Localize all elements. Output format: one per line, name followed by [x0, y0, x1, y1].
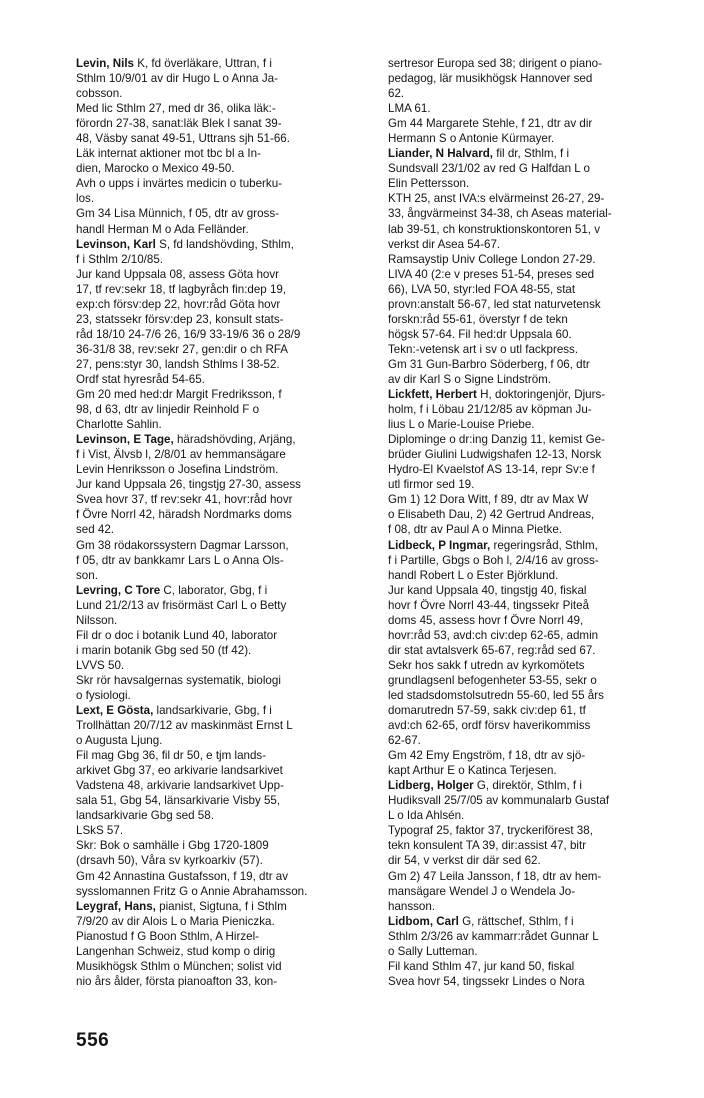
entry-text: Hydro-El Kvaelstof AS 13-14, repr Sv:e f	[388, 463, 595, 477]
text-line	[76, 884, 368, 899]
text-line	[388, 252, 680, 267]
text-line	[388, 522, 680, 537]
text-line	[76, 191, 368, 206]
entry-text: kapt Arthur E o Katinca Terjesen.	[388, 764, 557, 778]
entry-name: Levinson, Karl	[76, 237, 156, 251]
entry-text: fil dr, Sthlm, f i	[493, 147, 570, 161]
entry-text: 62-67.	[388, 734, 421, 748]
entry-text: 33, ångvärmeinst 34-38, ch Aseas material-	[388, 207, 612, 221]
entry-text: lius L o Marie-Louise Priebe.	[388, 418, 535, 432]
entry-text: Ordf stat hyresråd 54-65.	[76, 372, 205, 386]
entry-text: Fil dr o doc i botanik Lund 40, laborator	[76, 628, 278, 642]
entry-text: 98, d 63, dtr av linjedir Reinhold F o	[76, 403, 260, 417]
entry-text: grundlagsenl befogenheter 53-55, sekr o	[388, 673, 597, 687]
entry-name: Lidbom, Carl	[388, 914, 459, 928]
entry-text: f Övre Norrl 42, häradsh Nordmarks doms	[76, 508, 292, 522]
entry-text: doms 45, assess hovr f Övre Norrl 49,	[388, 613, 584, 627]
text-line	[76, 101, 368, 116]
text-line	[76, 342, 368, 357]
text-line	[388, 327, 680, 342]
entry-text: K, fd överläkare, Uttran, f i	[134, 57, 272, 70]
text-line	[388, 101, 680, 116]
text-line	[76, 869, 368, 884]
text-line	[388, 808, 680, 823]
text-line	[388, 222, 680, 237]
entry-text: Läk internat aktioner mot tbc bl a In-	[76, 147, 261, 161]
text-line	[76, 613, 368, 628]
entry-text: Sthlm 2/3/26 av kammarr:rådet Gunnar L	[388, 929, 599, 943]
text-line	[388, 161, 680, 176]
text-line	[76, 974, 368, 989]
text-line	[388, 718, 680, 733]
text-line	[76, 853, 368, 868]
entry-text: Hudiksvall 25/7/05 av kommunalarb Gustaf	[388, 794, 610, 808]
text-line	[76, 297, 368, 312]
text-line	[76, 432, 368, 447]
entry-text: råd 18/10 24-7/6 26, 16/9 33-19/6 36 o 28/9	[76, 327, 301, 341]
text-line	[76, 808, 368, 823]
text-line	[76, 959, 368, 974]
entry-text: led stadsdomstolsutredn 55-60, led 55 års	[388, 688, 604, 702]
entry-text: Pianostud f G Boon Sthlm, A Hirzel-	[76, 929, 260, 943]
entry-text: landsarkivarie Gbg sed 58.	[76, 809, 214, 823]
text-line	[388, 538, 680, 553]
entry-text: o fysiologi.	[76, 688, 131, 702]
text-line	[388, 748, 680, 763]
text-line	[76, 206, 368, 221]
text-line	[388, 658, 680, 673]
entry-text: 48, Väsby sanat 49-51, Uttrans sjh 51-66.	[76, 132, 290, 146]
entry-text: LMA 61.	[388, 102, 431, 116]
entry-text: sala 51, Gbg 54, länsarkivarie Visby 55,	[76, 794, 281, 808]
entry-text: handl Herman M o Ada Felländer.	[76, 222, 249, 236]
entry-text: provn:anstalt 56-67, led stat naturvetensk	[388, 297, 601, 311]
text-line	[76, 718, 368, 733]
text-line	[76, 56, 368, 71]
entry-text: Trollhättan 20/7/12 av maskinmäst Ernst L	[76, 719, 293, 733]
entry-text: 27, pens:styr 30, landsh Sthlms l 38-52.	[76, 357, 280, 371]
text-line	[388, 673, 680, 688]
text-line	[388, 342, 680, 357]
entry-text: C, laborator, Gbg, f i	[160, 583, 268, 597]
text-line	[76, 568, 368, 583]
entry-text: Gm 1) 12 Dora Witt, f 89, dtr av Max W	[388, 493, 589, 507]
entry-text: LVVS 50.	[76, 658, 125, 672]
text-line	[76, 763, 368, 778]
text-line	[388, 643, 680, 658]
entry-text: G, direktör, Sthlm, f i	[473, 779, 582, 793]
entry-text: förordn 27-38, sanat:läk Blek l sanat 39-	[76, 117, 282, 131]
entry-text: o Elisabeth Dau, 2) 42 Gertrud Andreas,	[388, 508, 595, 522]
text-line	[388, 914, 680, 929]
text-line	[388, 432, 680, 447]
text-line	[76, 131, 368, 146]
entry-text: handl Robert L o Ester Björklund.	[388, 568, 559, 582]
entry-text: domarutredn 57-59, sakk civ:dep 61, tf	[388, 704, 586, 718]
text-line	[76, 146, 368, 161]
entry-text: S, fd landshövding, Sthlm,	[155, 237, 294, 251]
entry-text: H, doktoringenjör, Djurs-	[476, 388, 606, 402]
entry-text: Gm 38 rödakorssystern Dagmar Larsson,	[76, 538, 289, 552]
text-line	[76, 778, 368, 793]
entry-text: sertresor Europa sed 38; dirigent o piano-	[388, 57, 602, 70]
text-line	[388, 507, 680, 522]
text-line	[76, 417, 368, 432]
entry-text: Sundsvall 23/1/02 av red G Halfdan L o	[388, 162, 590, 176]
text-line	[76, 838, 368, 853]
text-line	[76, 116, 368, 131]
text-line	[76, 402, 368, 417]
entry-text: f i Vist, Älvsb l, 2/8/01 av hemmansägare	[76, 448, 286, 462]
entry-text: los.	[76, 192, 95, 206]
entry-text: Charlotte Sahlin.	[76, 418, 162, 432]
text-line	[76, 522, 368, 537]
text-line	[388, 237, 680, 252]
entry-text: arkivet Gbg 37, eo arkivarie landsarkivet	[76, 764, 283, 778]
text-line	[388, 688, 680, 703]
entry-text: dir stat avtalsverk 65-67, reg:råd sed 67.	[388, 643, 596, 657]
entry-text: LSkS 57.	[76, 824, 124, 838]
entry-text: hansson.	[388, 899, 436, 913]
entry-text: Gm 31 Gun-Barbro Söderberg, f 06, dtr	[388, 357, 590, 371]
entry-text: forskn:råd 55-61, överstyr f de tekn	[388, 312, 568, 326]
entry-text: i marin botanik Gbg sed 50 (tf 42).	[76, 643, 252, 657]
text-line	[388, 853, 680, 868]
entry-text: tekn konsulent TA 39, dir:assist 47, bitr	[388, 839, 587, 853]
text-line	[388, 568, 680, 583]
text-line	[76, 237, 368, 252]
text-line	[76, 703, 368, 718]
entry-text: Skr rör havsalgernas systematik, biologi	[76, 673, 281, 687]
text-line	[388, 297, 680, 312]
text-line	[388, 56, 680, 71]
text-line	[388, 176, 680, 191]
entry-text: hovr:råd 53, avd:ch civ:dep 62-65, admin	[388, 628, 599, 642]
text-line	[76, 161, 368, 176]
entry-text: Svea hovr 37, tf rev:sekr 41, hovr:råd hovr	[76, 493, 293, 507]
entry-text: utl firmor sed 19.	[388, 478, 475, 492]
entry-text: o Sally Lutteman.	[388, 944, 478, 958]
text-line	[388, 146, 680, 161]
entry-text: cobsson.	[76, 87, 123, 101]
entry-text: 23, statssekr försv:dep 23, konsult stats-	[76, 312, 284, 326]
entry-text: Gm 42 Emy Engström, f 18, dtr av sjö-	[388, 749, 586, 763]
entry-text: Nilsson.	[76, 613, 118, 627]
entry-name: Levin, Nils	[76, 57, 134, 70]
entry-text: 36-31/8 38, rev:sekr 27, gen:dir o ch RFA	[76, 342, 289, 356]
entry-text: Gm 42 Annastina Gustafsson, f 19, dtr av	[76, 869, 289, 883]
text-line	[76, 733, 368, 748]
text-line	[388, 778, 680, 793]
text-line	[388, 944, 680, 959]
entry-text: L o Ida Ahlsén.	[388, 809, 465, 823]
text-line	[388, 477, 680, 492]
text-line	[388, 703, 680, 718]
text-line	[388, 823, 680, 838]
entry-text: Gm 34 Lisa Münnich, f 05, dtr av gross-	[76, 207, 279, 221]
entry-text: Ramsaystip Univ College London 27-29.	[388, 252, 596, 266]
text-line	[76, 944, 368, 959]
entry-text: brüder Giulini Ludwigshafen 12-13, Norsk	[388, 448, 602, 462]
text-line	[76, 914, 368, 929]
text-line	[76, 823, 368, 838]
entry-text: landsarkivarie, Gbg, f i	[153, 704, 272, 718]
text-line	[388, 763, 680, 778]
entry-text: Jur kand Uppsala 26, tingstjg 27-30, assess	[76, 478, 301, 492]
text-line	[388, 131, 680, 146]
entry-text: Hermann S o Antonie Kürmayer.	[388, 132, 555, 146]
entry-name: Lidbeck, P Ingmar,	[388, 538, 491, 552]
entry-name: Lickfett, Herbert	[388, 388, 477, 402]
entry-name: Liander, N Halvard,	[388, 147, 494, 161]
entry-name: Leygraf, Hans,	[76, 899, 156, 913]
page-number: 556	[76, 1030, 110, 1051]
text-line	[388, 628, 680, 643]
text-line	[76, 462, 368, 477]
entry-text: nio års ålder, första pianoafton 33, kon-	[76, 974, 278, 988]
text-line	[388, 869, 680, 884]
text-line	[76, 748, 368, 763]
entry-text: Skr: Bok o samhälle i Gbg 1720-1809	[76, 839, 269, 853]
text-line	[388, 372, 680, 387]
text-line	[388, 312, 680, 327]
entry-text: G, rättschef, Sthlm, f i	[458, 914, 574, 928]
entry-text: pedagog, lär musikhögsk Hannover sed	[388, 72, 593, 86]
text-line	[76, 447, 368, 462]
entry-text: Musikhögsk Sthlm o München; solist vid	[76, 959, 282, 973]
text-line	[76, 583, 368, 598]
right-column	[388, 56, 680, 989]
text-line	[76, 492, 368, 507]
left-column	[76, 56, 368, 989]
text-line	[76, 793, 368, 808]
entry-text: Vadstena 48, arkivarie landsarkivet Upp-	[76, 779, 284, 793]
text-line	[388, 613, 680, 628]
text-line	[388, 86, 680, 101]
entry-text: Sthlm 10/9/01 av dir Hugo L o Anna Ja-	[76, 72, 278, 86]
text-line	[76, 658, 368, 673]
text-line	[76, 688, 368, 703]
entry-text: högsk 57-64. Fil hed:dr Uppsala 60.	[388, 327, 572, 341]
text-line	[76, 553, 368, 568]
entry-text: mansägare Wendel J o Wendela Jo-	[388, 884, 576, 898]
entry-text: avd:ch 62-65, ordf försv haverikommiss	[388, 719, 591, 733]
entry-text: 17, tf rev:sekr 18, tf lagbyråch fin:dep 19,	[76, 282, 287, 296]
text-line	[388, 899, 680, 914]
entry-text: Avh o upps i invärtes medicin o tuberku-	[76, 177, 283, 191]
text-line	[388, 838, 680, 853]
text-line	[388, 71, 680, 86]
text-line	[76, 71, 368, 86]
text-line	[76, 252, 368, 267]
text-line	[388, 974, 680, 989]
entry-text: f 05, dtr av bankkamr Lars L o Anna Ols-	[76, 553, 284, 567]
entry-text: Svea hovr 54, tingssekr Lindes o Nora	[388, 974, 585, 988]
text-line	[388, 267, 680, 282]
entry-text: f i Partille, Gbgs o Boh l, 2/4/16 av gross-	[388, 553, 599, 567]
entry-text: dir 54, v verkst dir där sed 62.	[388, 854, 541, 868]
entry-text: 62.	[388, 87, 405, 101]
entry-text: (drsavh 50), Våra sv kyrkoarkiv (57).	[76, 854, 263, 868]
text-line	[388, 553, 680, 568]
entry-text: lab 39-51, ch konstruktionskontoren 51, v	[388, 222, 601, 236]
text-line	[388, 191, 680, 206]
entry-text: Jur kand Uppsala 40, tingstjg 40, fiskal	[388, 583, 587, 597]
entry-text: Levin Henriksson o Josefina Lindström.	[76, 463, 279, 477]
entry-text: Jur kand Uppsala 08, assess Göta hovr	[76, 267, 279, 281]
entry-text: LIVA 40 (2:e v preses 51-54, preses sed	[388, 267, 595, 281]
entry-text: Diplominge o dr:ing Danzig 11, kemist Ge-	[388, 433, 605, 447]
entry-name: Lidberg, Holger	[388, 779, 474, 793]
text-line	[388, 733, 680, 748]
text-line	[388, 417, 680, 432]
entry-text: pianist, Sigtuna, f i Sthlm	[155, 899, 287, 913]
text-line	[76, 312, 368, 327]
text-line	[76, 176, 368, 191]
entry-text: dien, Marocko o Mexico 49-50.	[76, 162, 235, 176]
text-line	[76, 477, 368, 492]
text-line	[388, 116, 680, 131]
entry-text: hovr f Övre Norrl 43-44, tingssekr Piteå	[388, 598, 590, 612]
text-line	[76, 387, 368, 402]
entry-text: Gm 44 Margarete Stehle, f 21, dtr av dir	[388, 117, 593, 131]
entry-text: Fil kand Sthlm 47, jur kand 50, fiskal	[388, 959, 575, 973]
text-line	[388, 929, 680, 944]
text-line	[388, 206, 680, 221]
entry-text: Tekn:-vetensk art i sv o utl fackpress.	[388, 342, 579, 356]
text-line	[76, 673, 368, 688]
entry-text: Gm 20 med hed:dr Margit Fredriksson, f	[76, 388, 282, 402]
entry-name: Lext, E Gösta,	[76, 704, 154, 718]
entry-text: Sekr hos sakk f utredn av kyrkomötets	[388, 658, 585, 672]
entry-text: KTH 25, anst IVA:s elvärmeinst 26-27, 29-	[388, 192, 605, 206]
text-line	[388, 357, 680, 372]
text-line	[76, 929, 368, 944]
text-line	[76, 643, 368, 658]
text-line	[388, 402, 680, 417]
entry-text: av dir Karl S o Signe Lindström.	[388, 372, 552, 386]
text-line	[76, 282, 368, 297]
text-line	[388, 959, 680, 974]
entry-text: Langenhan Schweiz, stud komp o dirig	[76, 944, 276, 958]
entry-text: son.	[76, 568, 98, 582]
text-line	[76, 267, 368, 282]
entry-text: häradshövding, Arjäng,	[173, 433, 296, 447]
entry-text: f i Sthlm 2/10/85.	[76, 252, 163, 266]
text-line	[388, 447, 680, 462]
text-line	[76, 598, 368, 613]
entry-text: Med lic Sthlm 27, med dr 36, olika läk:-	[76, 102, 276, 116]
entry-text: exp:ch försv:dep 22, hovr:råd Göta hovr	[76, 297, 281, 311]
text-line	[388, 598, 680, 613]
entry-text: holm, f i Löbau 21/12/85 av köpman Ju-	[388, 403, 592, 417]
entry-text: o Augusta Ljung.	[76, 734, 163, 748]
entry-text: sysslomannen Fritz G o Annie Abrahamsson.	[76, 884, 308, 898]
entry-text: 7/9/20 av dir Alois L o Maria Pieniczka.	[76, 914, 275, 928]
text-line	[76, 899, 368, 914]
entry-name: Levring, C Tore	[76, 583, 161, 597]
text-line	[388, 793, 680, 808]
entry-text: verkst dir Asea 54-67.	[388, 237, 501, 251]
entry-text: Gm 2) 47 Leila Jansson, f 18, dtr av hem-	[388, 869, 602, 883]
entry-text: Elin Pettersson.	[388, 177, 470, 191]
text-line	[388, 462, 680, 477]
entry-text: 66), LVA 50, styr:led FOA 48-55, stat	[388, 282, 576, 296]
text-line	[76, 222, 368, 237]
entry-text: sed 42.	[76, 523, 115, 537]
text-line	[76, 86, 368, 101]
entry-text: Typograf 25, faktor 37, tryckeriförest 38,	[388, 824, 593, 838]
text-line	[388, 583, 680, 598]
text-line	[76, 538, 368, 553]
entry-text: f 08, dtr av Paul A o Minna Pietke.	[388, 523, 563, 537]
text-line	[388, 884, 680, 899]
text-line	[388, 492, 680, 507]
entry-text: Fil mag Gbg 36, fil dr 50, e tjm lands-	[76, 749, 267, 763]
text-line	[76, 372, 368, 387]
entry-name: Levinson, E Tage,	[76, 433, 174, 447]
text-line	[76, 507, 368, 522]
text-line	[76, 357, 368, 372]
entry-text: Lund 21/2/13 av frisörmäst Carl L o Betty	[76, 598, 287, 612]
entry-text: regeringsråd, Sthlm,	[490, 538, 598, 552]
text-line	[388, 282, 680, 297]
text-line	[76, 628, 368, 643]
text-line	[76, 327, 368, 342]
text-line	[388, 387, 680, 402]
